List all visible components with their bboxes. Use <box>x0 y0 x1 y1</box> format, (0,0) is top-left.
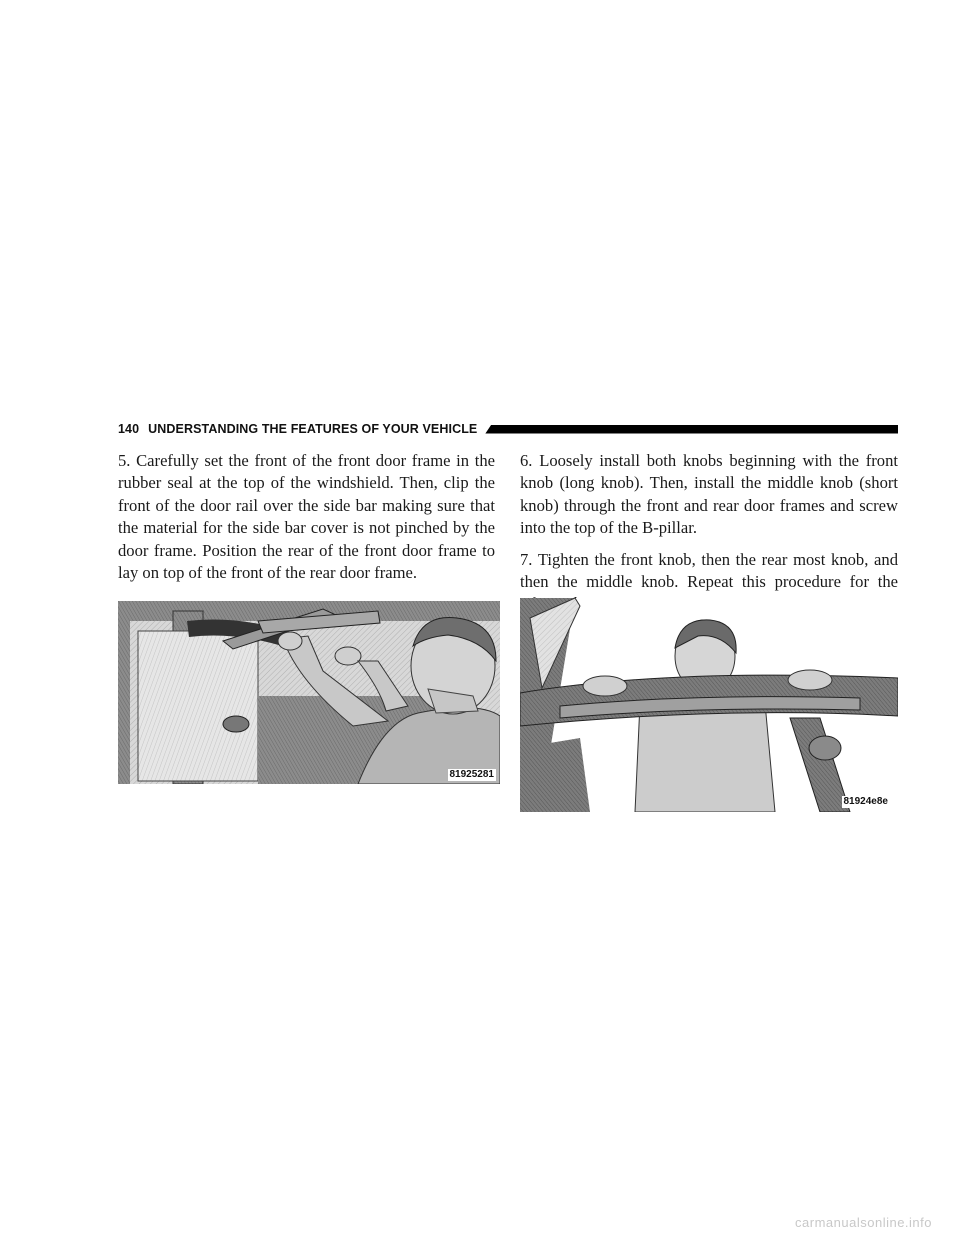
left-column <box>118 450 495 593</box>
knob-installation-illustration <box>520 598 898 812</box>
step-6-paragraph: 6. Loosely install both knobs beginning with the front knob (long knob). Then, install the middle knob (short knob) through the front and rear door frames and screw into the top of the B-pillar. <box>520 451 898 538</box>
door-frame-installation-illustration <box>118 601 500 784</box>
illustration-man-installing-knobs <box>520 598 898 812</box>
figure-code-left: 81925281 <box>449 769 494 780</box>
figure-code-right: 81924e8e <box>843 796 888 807</box>
section-title: UNDERSTANDING THE FEATURES OF YOUR VEHICLE <box>148 422 478 436</box>
page-number: 140 <box>118 422 140 436</box>
step-7-paragraph: 7. Tighten the front knob, then the rear most knob, and then the middle knob. Repeat this procedure for the <box>520 549 898 592</box>
watermark: carmanualsonline.info <box>795 1215 932 1230</box>
step-5-paragraph: 5. Carefully set the front of the front door frame in the rubber seal at the top of the windshield. Then, clip the front of the door rail over the side bar making sure that the material for the side bar cover is not pinched by the door frame. Position the rear of the front door frame to lay on top of the front of the rear door frame. <box>118 451 495 583</box>
header-rule <box>485 425 898 434</box>
page-header <box>118 420 898 438</box>
illustration-man-installing-door-frame <box>118 601 500 784</box>
